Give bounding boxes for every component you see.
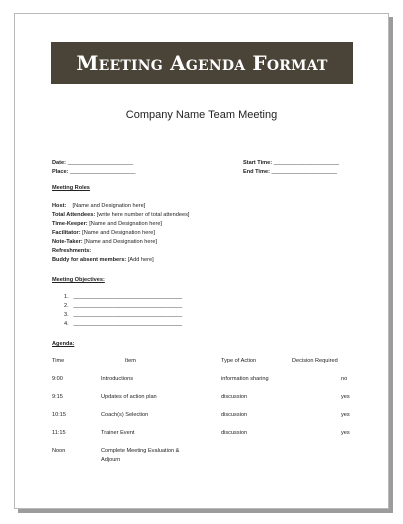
col-header-item: Item <box>125 358 136 364</box>
row-item: Updates of action plan <box>101 394 157 400</box>
row-time: 10:15 <box>52 412 66 418</box>
role-timekeeper: Time-Keeper: [Name and Designation here] <box>52 221 162 227</box>
row-action: discussion <box>221 430 248 436</box>
role-notetaker: Note-Taker: [Name and Designation here] <box>52 239 157 245</box>
col-header-decision: Decision Required <box>292 358 338 364</box>
row-decision: yes <box>341 430 350 436</box>
row-decision: no <box>341 376 348 382</box>
row-item-continued: Adjourn <box>101 457 121 463</box>
row-action: discussion <box>221 412 248 418</box>
row-time: 9:00 <box>52 376 63 382</box>
col-header-action: Type of Action <box>221 358 257 364</box>
role-attendees: Total Attendees: [write here number of total attendees] <box>52 212 190 218</box>
place-field: Place: ________________________ <box>52 169 136 175</box>
row-item: Trainer Event <box>101 430 135 436</box>
agenda-document <box>14 13 389 509</box>
roles-heading: Meeting Roles <box>52 185 90 191</box>
row-item: Complete Meeting Evaluation & <box>101 448 180 454</box>
role-facilitator: Facilitator: [Name and Designation here] <box>52 230 155 236</box>
objective-item: 4. ________________________________________ <box>64 321 182 327</box>
role-buddy: Buddy for absent members: [Add here] <box>52 257 154 263</box>
objective-item: 1. ________________________________________ <box>64 294 182 300</box>
start-time-field: Start Time: ________________________ <box>243 160 339 166</box>
date-field: Date: ________________________ <box>52 160 133 166</box>
role-refreshments: Refreshments: <box>52 248 92 254</box>
row-time: 9:15 <box>52 394 63 400</box>
end-time-field: End Time: ________________________ <box>243 169 337 175</box>
meeting-subtitle: Company Name Team Meeting <box>125 109 278 121</box>
role-host: Host: [Name and Designation here] <box>52 203 146 209</box>
col-header-time: Time <box>52 358 65 364</box>
row-time: 11:15 <box>52 430 66 436</box>
agenda-heading: Agenda: <box>52 341 75 347</box>
row-item: Coach(s) Selection <box>101 412 149 418</box>
row-time: Noon <box>52 448 66 454</box>
row-decision: yes <box>341 394 350 400</box>
row-item: Introductions <box>101 376 134 382</box>
row-action: discussion <box>221 394 248 400</box>
objective-item: 3. ________________________________________ <box>64 312 182 318</box>
objective-item: 2. ________________________________________ <box>64 303 182 309</box>
objectives-heading: Meeting Objectives: <box>52 277 105 283</box>
title-banner: Meeting Agenda Format <box>51 42 353 84</box>
row-decision: yes <box>341 412 350 418</box>
row-action: information sharing <box>221 376 269 382</box>
